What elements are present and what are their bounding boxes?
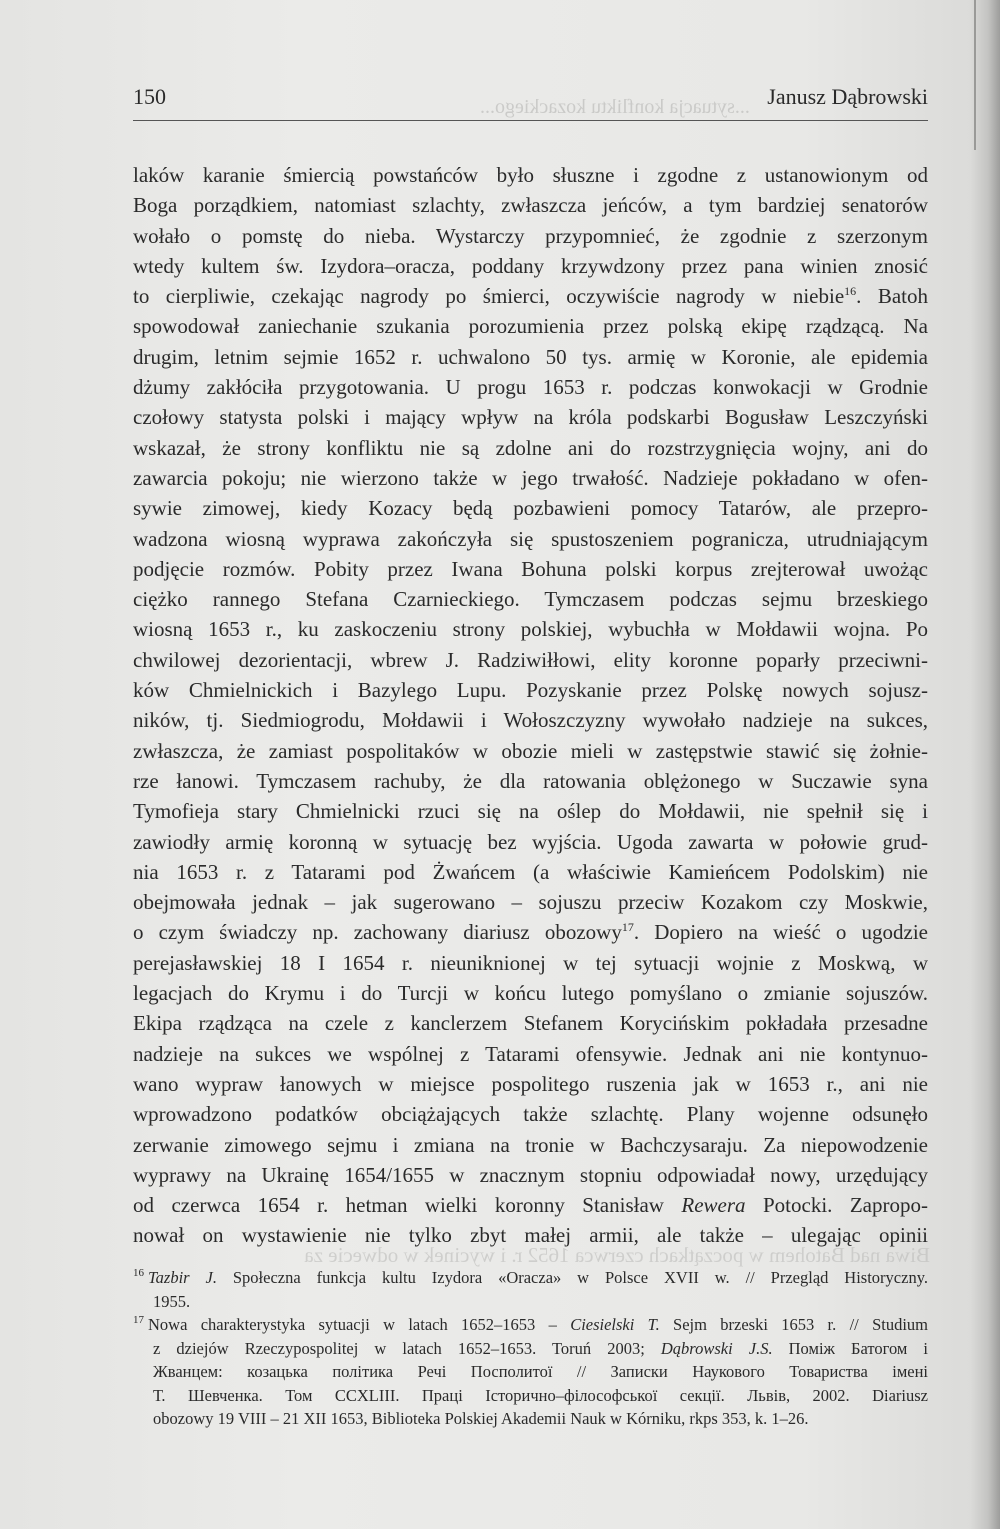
text-line: wano wypraw łanowych w miejsce pospolitego ruszenia jak w 1653 r., ani nie <box>133 1071 928 1096</box>
footnote-author: Tazbir J. <box>148 1268 217 1287</box>
text-line: nadzieje na sukces we wspólnej z Tatarami ofensywie. Jednak ani nie kontynuo- <box>133 1041 928 1066</box>
page-edge-line <box>974 0 976 150</box>
footnote-17-line: obozowy 19 VIII – 21 XII 1653, Biblioteka Polskiej Akademii Nauk w Kórniku, rkps 353, k. 1–26. <box>153 1409 809 1428</box>
text-line: nia 1653 r. z Tatarami pod Żwańcem (a właściwie Kamieńcem Podolskim) nie <box>133 859 928 884</box>
text-line: czołowy statysta polski i mający wpływ na króla podskarbi Bogusław Leszczyński <box>133 405 928 430</box>
text-line: Boga porządkiem, natomiast szlachty, zwłaszcza jeńców, a tym bardziej senatorów <box>133 193 928 218</box>
bleed-through-top: ...sytuacja konfliktu kozackiego... <box>480 96 750 118</box>
main-text <box>133 160 928 1251</box>
text-line: podjęcie rozmów. Pobity przez Iwana Bohuna polski korpus zrejterował uwożąc <box>133 556 928 581</box>
text-line: drugim, letnim sejmie 1652 r. uchwalono 50 tys. armię w Koronie, ale epidemia <box>133 344 928 369</box>
text-line: ków Chmielnickich i Bazylego Lupu. Pozyskanie przez Polskę nowych sojusz- <box>133 678 928 703</box>
text-line: dżumy zakłóciła przygotowania. U progu 1653 r. podczas konwokacji w Grodnie <box>133 375 928 400</box>
running-head: Janusz Dąbrowski <box>767 84 928 109</box>
footnote-number: 16 <box>133 1267 144 1279</box>
text-line: zawiodły armię koronną w sytuację bez wyjścia. Ugoda zawarta w połowie grud- <box>133 829 928 854</box>
text-line: zwłaszcza, że zamiast pospolitaków w obozie mieli w zastępstwie stawić się żołnie- <box>133 738 928 763</box>
footnote-author: Dąbrowski J.S. <box>660 1338 773 1358</box>
text-line: wprowadzono podatków obciążających także szlachtę. Plany wojenne odsunęło <box>133 1102 928 1127</box>
text-line: wiosną 1653 r., ku zaskoczeniu strony polskiej, wybuchła w Mołdawii wojna. Po <box>133 617 928 642</box>
text-line: rze łanowi. Tymczasem rachuby, że dla ratowania oblężonego w Suczawie syna <box>133 768 928 793</box>
footnote-17-line: z dziejów Rzeczypospolitej w latach 1652–1653. Toruń 2003; Dąbrowski J.S. Поміж Батогом і <box>153 1338 928 1358</box>
footnote-number: 17 <box>133 1314 144 1326</box>
page-number: 150 <box>133 84 166 109</box>
text-line: wtedy kultem św. Izydora–oracza, poddany krzywdzony przez pana winien znosić <box>133 253 928 278</box>
text-line: spowodował zaniechanie szukania porozumienia przez polską ekipę rządzącą. Na <box>133 314 928 339</box>
page-edge-shadow <box>970 0 1000 1529</box>
text-line: laków karanie śmiercią powstańców było słuszne i zgodne z ustanowionym od <box>133 163 928 187</box>
footnote-author: Ciesielski T. <box>570 1315 660 1334</box>
footnote-16-line: 1955. <box>153 1291 191 1311</box>
text-line: wyprawy na Ukrainę 1654/1655 w znacznym stopniu odpowiadał nowy, urzędujący <box>133 1162 928 1187</box>
text-line: o czym świadczy np. zachowany diariusz obozowy$^{17}$. Dopiero na wieść o ugodzie <box>133 920 928 945</box>
footnote-ref-17[interactable]: 17 <box>621 920 634 935</box>
header-rule <box>133 120 928 121</box>
bleed-through-bottom: Biwa nad Batohem w początkach czerwca 1652 r. i wycinek w odwecie za <box>304 1243 930 1267</box>
text-line: ników, tj. Siedmiogrodu, Mołdawii i Wołoszczyzny wywołało nadzieje na sukces, <box>133 708 928 733</box>
text-line: wołało o pomstę do nieba. Wystarczy przypomnieć, że zgodnie z szerzonym <box>133 223 928 248</box>
footnote-17-line: Т. Шевченка. Том CCXLIII. Праці Історично–філософської секції. Львів, 2002. Diariusz <box>153 1385 928 1405</box>
footnote-17: $^{17}$ Nowa charakterystyka sytuacji w latach 1652–1653 – Ciesielski T. Sejm brzeski 1653 r. // Studium <box>133 1314 928 1334</box>
text-line: Tymofieja stary Chmielnicki rzuci się na oślep do Mołdawii, nie spełnił się i <box>133 799 928 824</box>
text-line: wadzona wiosną wyprawa zakończyła się spustoszeniem pogranicza, utrudniającym <box>133 526 928 551</box>
text-line: legacjach do Krymu i do Turcji w końcu lutego pomyślano o zmianie sojuszów. <box>133 981 928 1006</box>
text-line: ciężko rannego Stefana Czarnieckiego. Tymczasem podczas sejmu brzeskiego <box>133 587 928 612</box>
text-line: obejmowała jednak – jak sugerowano – sojuszu przeciw Kozakom czy Moskwie, <box>133 890 928 915</box>
text-line: nował on wystawienie nie tylko zbyt małej armii, ale także – ulegając opinii <box>133 1223 928 1248</box>
footnotes <box>133 1266 928 1431</box>
text-line: to cierpliwie, czekając nagrody po śmierci, oczywiście nagrody w niebie$^{16}$. Batoh <box>133 284 928 309</box>
text-line: wskazał, że strony konfliktu nie są zdolne ani do rozstrzygnięcia wojny, ani do <box>133 435 928 460</box>
text-line: chwilowej dezorientacji, wbrew J. Radziwiłłowi, elity koronne poparły przeciwni- <box>133 647 928 672</box>
italic-name: Rewera <box>681 1193 746 1218</box>
text-line: perejasławskiej 18 I 1654 r. nieuniknionej w tej sytuacji wojnie z Moskwą, w <box>133 950 928 975</box>
text-line: zerwanie zimowego sejmu i zmiana na tronie w Bachczysaraju. Za niepowodzenie <box>133 1132 928 1157</box>
text-line: od czerwca 1654 r. hetman wielki koronny Stanisław Rewera Potocki. Zapropo- <box>133 1193 928 1218</box>
footnote-16: $^{16}$ Tazbir J. Społeczna funkcja kultu Izydora «Oracza» w Polsce XVII w. // Przegląd Historyczny. <box>133 1267 928 1287</box>
footnote-17-line: Жванцем: козацька політика Речі Посполитої // Записки Наукового Товариства імені <box>153 1362 928 1381</box>
text-line: Ekipa rządząca na czele z kanclerzem Stefanem Korycińskim pokładała przesadne <box>133 1011 928 1036</box>
text-line: zawarcia pokoju; nie wierzono także w jego trwałość. Nadzieje pokładano w ofen- <box>133 465 928 490</box>
text-line: sywie zimowej, kiedy Kozacy będą pozbawieni pomocy Tatarów, ale przepro- <box>133 496 928 521</box>
footnote-ref-16[interactable]: 16 <box>844 284 857 299</box>
page-header <box>133 84 928 118</box>
